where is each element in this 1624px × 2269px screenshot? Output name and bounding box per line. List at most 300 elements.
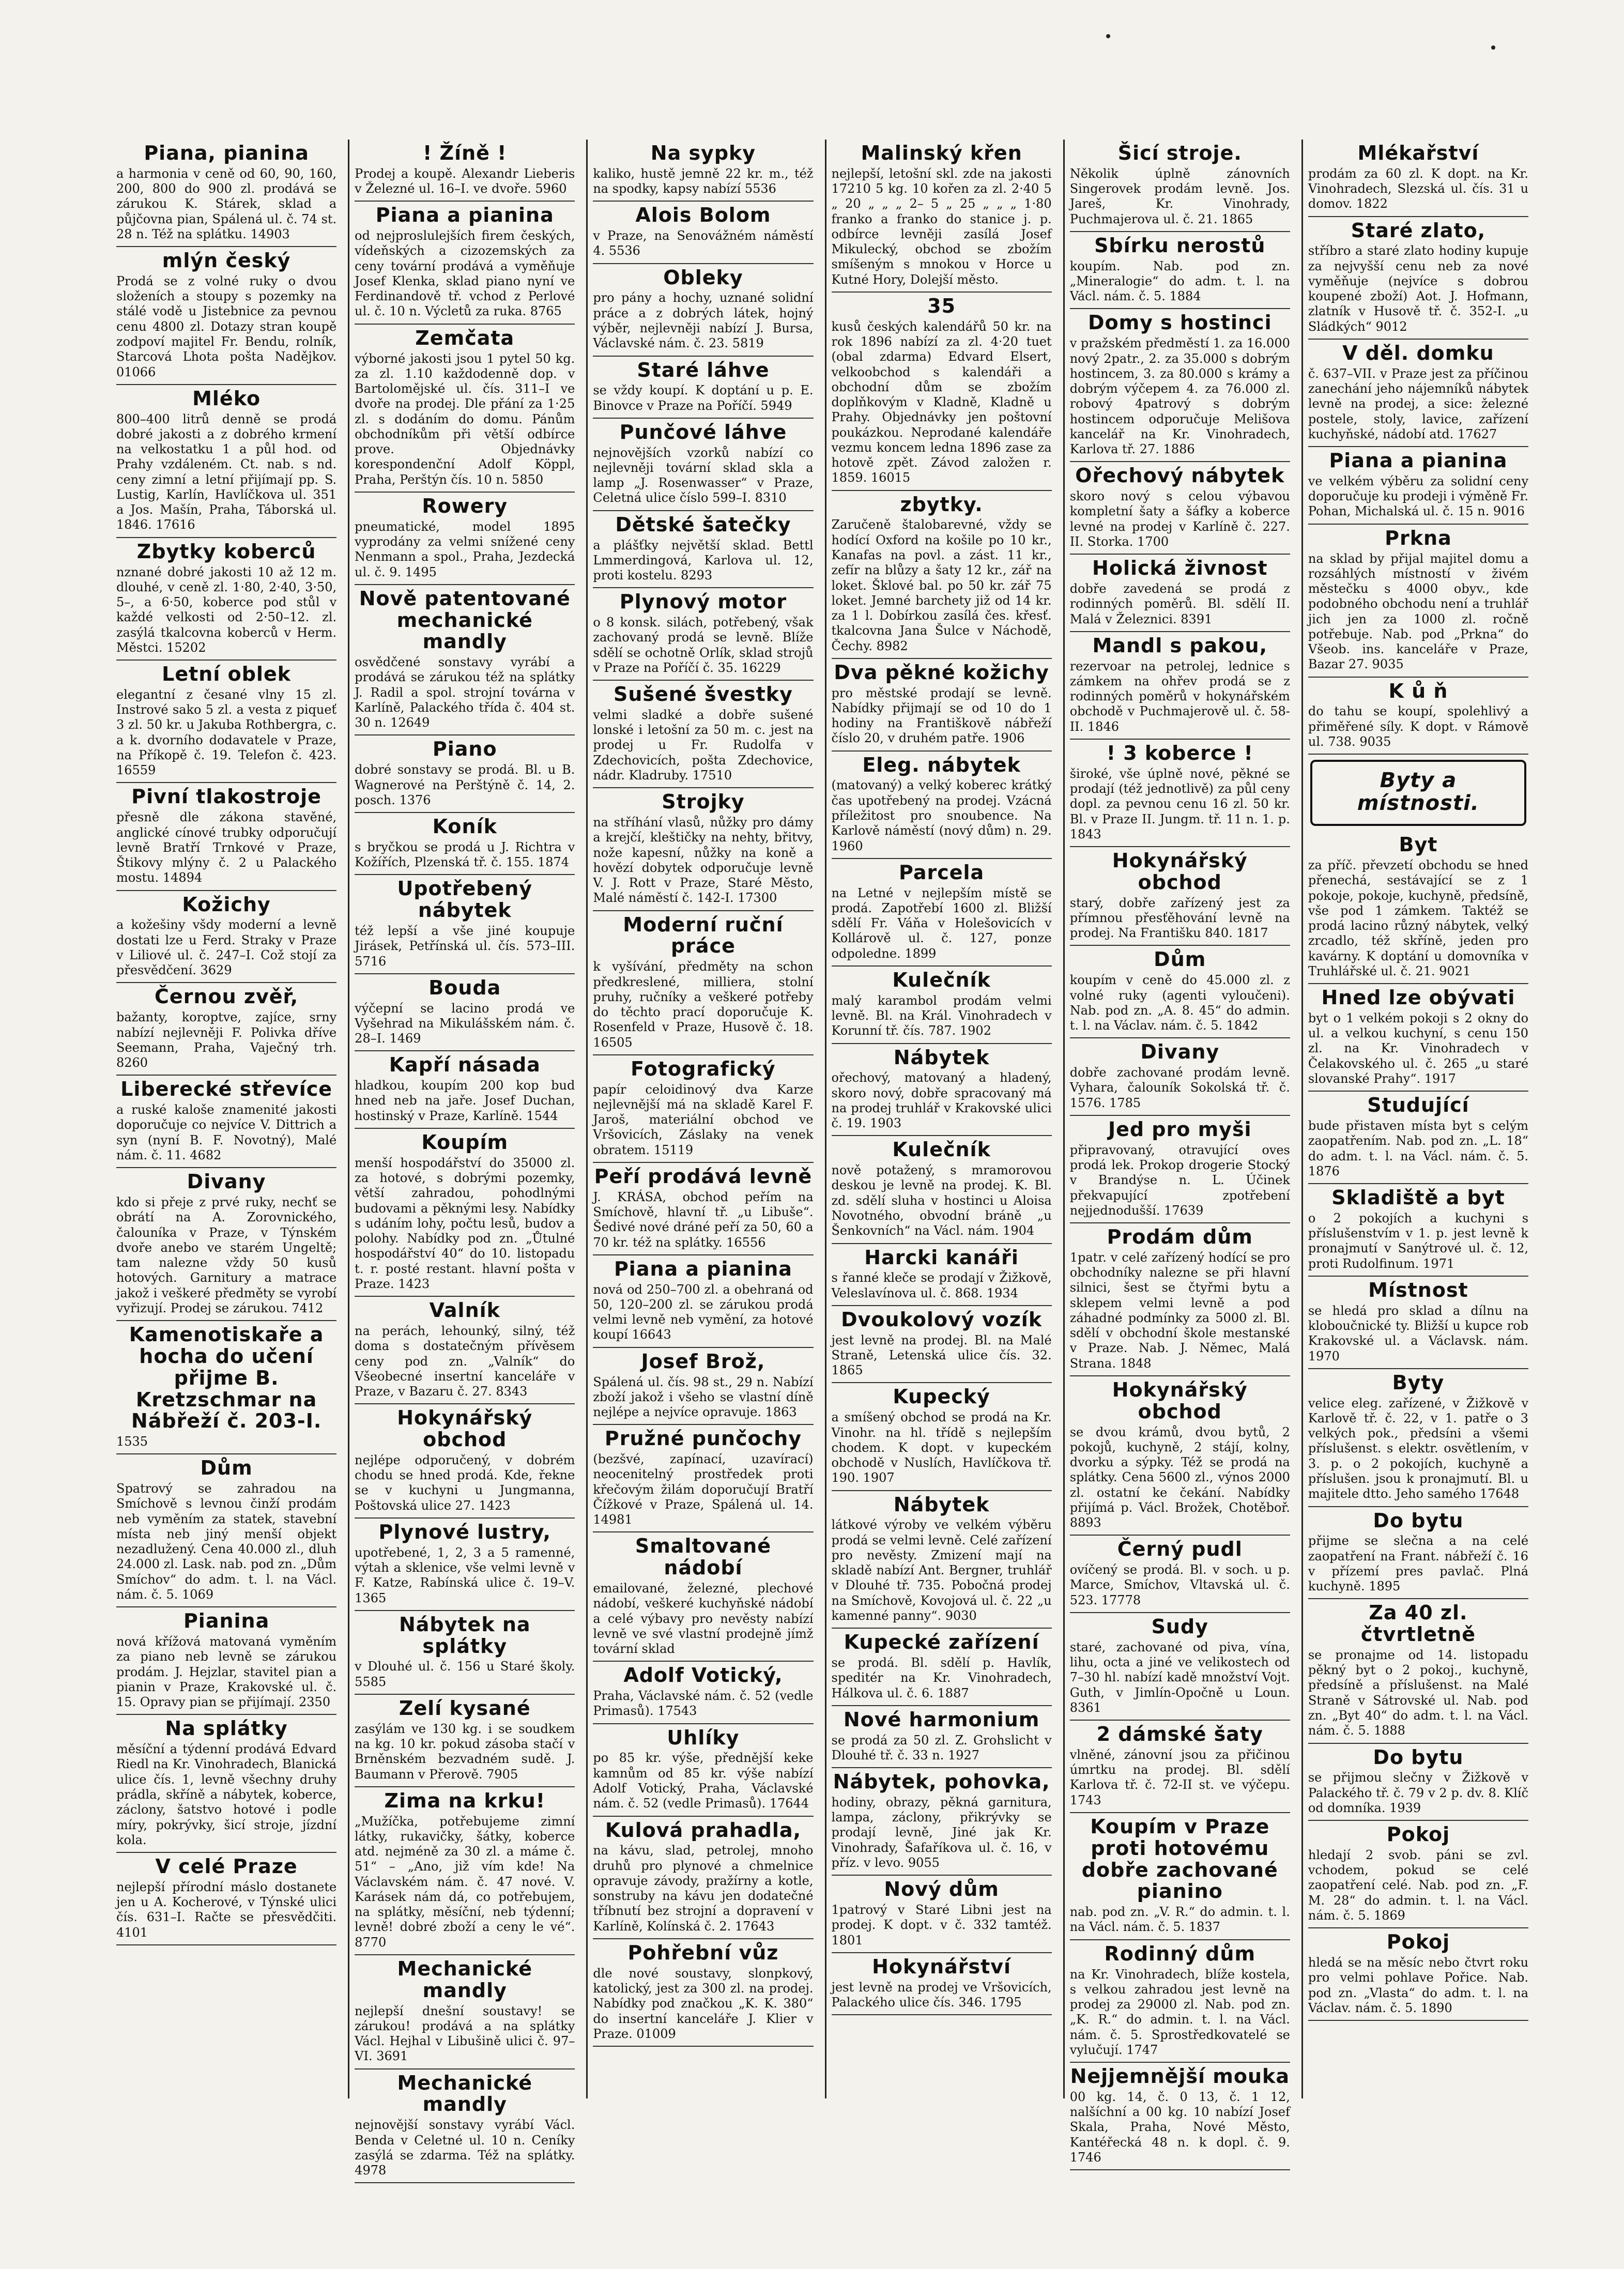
ad-text: ve velkém výběru za solidní ceny doporučuje ku prodeji i výměně Fr. Pohan, Michalská ul. č. 15 n. 9016 — [1308, 473, 1529, 519]
classified-ad — [832, 1244, 1052, 1306]
ad-text: J. KRÁSA, obchod peřím na Smíchově, hlavní tř. „u Libuše“. Šedivé nové dráné peří za 50, 60 a 70 kr. též na splátky. 16556 — [593, 1189, 814, 1250]
ad-title: Uhlíky — [667, 1726, 740, 1749]
classified-ad — [1070, 1613, 1290, 1721]
ad-text: od nejproslulejších firem českých, vídeňských a cizozemských za ceny tovární prodává a vyměňuje Josef Klenka, sklad piano nyní ve Ferdinandově tř. vchod z Perlové ul. č. 10 n. Výcletů za ruka. 8765 — [355, 228, 575, 319]
ad-title: Pivní tlakostroje — [131, 785, 321, 808]
ad-text: Prodej a koupě. Alexandr Lieberis v Železné ul. 16–I. ve dvoře. 5960 — [355, 166, 575, 196]
ad-text: vlněné, zánovní jsou za přičinou úmrtku na prodej. Bl. sdělí Karlova tř. č. 72-II st. ve výčepu. 1743 — [1069, 1747, 1290, 1807]
classified-ad — [116, 385, 336, 538]
ad-column — [348, 140, 580, 2178]
ad-column — [1063, 140, 1295, 2165]
ad-text: č. 637–VII. v Praze jest za příčinou zanechání jeho nájemníků nábytek levně na prodej, a sice: železné postele, stoly, lavice, zařízení kuchyňské, nádobí atd. 17627 — [1308, 366, 1529, 441]
ad-title: Malinský křen — [861, 142, 1022, 164]
ad-title: Parcela — [899, 861, 985, 884]
ad-title: Koupím — [421, 1130, 509, 1154]
classified-ad — [1308, 1744, 1528, 1821]
ad-title: Jed pro myši — [1108, 1117, 1252, 1141]
classified-ad — [116, 1168, 336, 1321]
ad-title: Koník — [432, 815, 497, 838]
ad-text: široké, vše úplně nové, pěkné se prodají (též jednotlivě) za půl ceny dopl. za pevnou cenu 16 zl. 50 kr. Bl. v Praze II. Jungm. tř. 11 n. 1. p. 1843 — [1069, 766, 1290, 841]
classified-ad — [1070, 1940, 1290, 2063]
ad-text: též lepší a vše jiné koupuje Jirásek, Petřínská ul. čís. 573–III. 5716 — [355, 924, 575, 969]
ad-text: po 85 kr. výše, přednější keke kamnům od 85 kr. výše nabízí Adolf Votický, Praha, Václavské nám. č. 52 (vedle Primasů). 17644 — [593, 1751, 814, 1811]
classified-ad — [1308, 1928, 1528, 2021]
ad-text: se přijmou slečny v Žižkově v Palackého tř. č. 79 v 2 p. dv. 8. Klíč od domníka. 1939 — [1308, 1770, 1529, 1815]
classified-ad — [355, 1129, 575, 1297]
ad-text: se dvou krámů, dvou bytů, 2 pokojů, kuchyně, 2 stájí, kolny, dvorku a sýpky. Též se prodá na splátky. Cena 5600 zl., výnos 2000 zl. ostatní ke čekání. Nabídky přijímá p. Václ. Brožek, Chotěboř. 8893 — [1069, 1424, 1290, 1530]
ad-title: Plynový motor — [619, 590, 787, 614]
classified-ad — [593, 1255, 813, 1348]
ad-title: Byty a místnosti. — [1357, 769, 1479, 816]
ad-title: Pokoj — [1386, 1930, 1450, 1954]
ad-text: látkové výroby ve velkém výběru prodá se velmi levně. Celé zařízení pro nevěsty. Zmizení mají na skladě nabízí Ant. Bergner, truhlář v Dlouhé tř. 735. Pobočná prodej na Smíchově, Kovojová ul. č. 22 „u kamenné panny“. 9030 — [831, 1517, 1052, 1623]
classified-ad — [832, 1044, 1052, 1137]
ad-text: se vždy koupí. K doptání u p. E. Binovce v Praze na Poříčí. 5949 — [593, 383, 814, 413]
ad-title: Piano — [432, 738, 497, 761]
ad-title: Mechanické mandly — [397, 2071, 532, 2116]
classified-ad — [832, 859, 1052, 967]
ad-title: Byty — [1392, 1371, 1445, 1394]
ad-title: Smaltované nádobí — [635, 1535, 771, 1580]
classified-ad — [593, 357, 813, 419]
ad-title: Fotografický — [631, 1057, 776, 1080]
classified-ad — [1070, 740, 1290, 847]
ad-text: papír celoidinový dva Karze nejlevnější má na skladě Karel F. Jaroš, materiální obchod ve Vršovicích, Záslaky na venek obratem. 15119 — [593, 1082, 814, 1157]
ad-title: V celé Praze — [155, 1855, 298, 1878]
classified-ad — [1308, 1821, 1528, 1928]
ad-title: Na sypky — [650, 142, 756, 164]
ad-title: Černou zvěř, — [155, 985, 299, 1008]
classified-ad — [355, 1787, 575, 1955]
classified-ad — [1308, 1184, 1528, 1277]
classified-ad — [832, 1953, 1052, 2015]
ad-title: Nábytek — [893, 1046, 990, 1069]
ad-text: (matovaný) a velký koberec krátký čas upotřebený na prodej. Vzácná příležitost pro snoubence. Na Karlově náměstí (nový dům) n. 29. 1960 — [831, 778, 1052, 853]
ad-title: Do bytu — [1373, 1509, 1464, 1532]
ad-text: menší hospodářství do 35000 zl. za hotové, s dobrými pozemky, větší zahradou, pohodlnými budovami a pěknými lesy. Nabídky s udáním lohy, počtu lesů, budov a polohy. Nabídky pod zn. „Ůtulné hospodářství 40“ do 10. listopadu t. r. posté restant. hlavní pošta v Praze. 1423 — [355, 1155, 575, 1291]
classified-ad — [593, 202, 813, 264]
classified-ad — [593, 588, 813, 681]
ad-title: Piana, pianina — [144, 142, 309, 164]
ad-text: nejnovějších vzorků nabízí co nejlevněji tovární sklad skla a lamp „J. Rosenwasser“ v Praze, Celetná ulice číslo 599–I. 8310 — [593, 445, 814, 505]
ad-text: za příč. převzetí obchodu se hned přenechá, sestávající se z 1 pokoje, pokoje, kuchyně, předsíně, vše pod 1 zámkem. Taktéž se prodá lacino různý nábytek, velký zrcadlo, též skříně, jeden pro kavárny. K doptání u domovníka v Truhlářské ul. č. 21. 9021 — [1308, 858, 1529, 978]
ad-title: Kapří násada — [389, 1053, 541, 1077]
ad-title: Byt — [1399, 833, 1438, 856]
ad-text: velice eleg. zařízené, v Žižkově v Karlově tř. č. 22, v 1. patře o 3 velkých pok., předsíni a všemi příslušenst. s elektr. osvětlením, v 3. p. o 2 pokojích, kuchyně a příslušen. jsou k pronajmutí. Bl. u majitele dtto. Jeho samého 17648 — [1308, 1396, 1529, 1501]
ad-title: Místnost — [1368, 1278, 1468, 1301]
classified-ad — [355, 325, 575, 493]
ad-text: se prodá. Bl. sdělí p. Havlík, speditér na Kr. Vinohradech, Hálkova ul. č. 6. 1887 — [831, 1655, 1052, 1700]
ad-title: ! 3 koberce ! — [1106, 741, 1253, 764]
classified-ad — [1070, 1536, 1290, 1613]
classified-ad — [1308, 1092, 1528, 1184]
ad-title: Prkna — [1385, 526, 1452, 549]
ad-title: Bouda — [428, 976, 501, 999]
ad-title: Zima na krku! — [384, 1789, 546, 1812]
classified-ad — [116, 140, 336, 247]
ad-title: Staré láhve — [637, 358, 770, 381]
classified-ad — [1308, 1599, 1528, 1743]
ad-text: hledá se na měsíc nebo čtvrt roku pro velmi pohlave Pořice. Nab. pod zn. „Vlasta“ do adm. t. l. na Václav. nám. č. 5. 1890 — [1308, 1955, 1529, 2015]
ad-text: o 8 konsk. silách, potřebený, však zachovaný prodá se levně. Blíže sdělí se ochotně Orlík, sklad strojů v Praze na Poříčí č. 35. 16229 — [593, 615, 814, 675]
ad-column — [825, 140, 1057, 2098]
ad-text: a kožešiny všdy moderní a levně dostati lze u Ferd. Straky v Praze v Liliové ul. č. 247–I. Což stojí za přesvědčení. 3629 — [116, 917, 337, 978]
ad-title: Dvoukolový vozík — [841, 1308, 1043, 1331]
classified-ad — [593, 1348, 813, 1425]
classified-ad — [116, 661, 336, 783]
classified-ad — [116, 783, 336, 891]
ad-title: Obleky — [663, 266, 743, 289]
ad-text: malý karambol prodám velmi levně. Bl. na Král. Vinohradech v Korunní tř. čís. 787. 1902 — [831, 993, 1052, 1038]
ad-text: o 2 pokojích a kuchyni s příslušenstvím v 1. p. jest levně k pronajmutí v Sanýtrové ul. č. 12, proti Rudolfinum. 1971 — [1308, 1210, 1529, 1271]
classified-ad — [593, 788, 813, 911]
ad-title: Dům — [1154, 948, 1206, 971]
ad-title: Piana a pianina — [1329, 449, 1508, 472]
classified-ad — [355, 1297, 575, 1404]
ad-title: Pianina — [183, 1609, 270, 1633]
classified-ad — [116, 1607, 336, 1715]
ad-text: ořechový, matovaný a hladený, skoro nový, dobře spracovaný má na prodej truhlář v Krakovské ulici č. 19. 1903 — [831, 1070, 1052, 1131]
classified-ad — [1308, 1277, 1528, 1369]
classified-ad — [1308, 831, 1528, 984]
ad-title: Sbírku nerostů — [1094, 234, 1266, 257]
ad-title: 2 dámské šaty — [1096, 1723, 1263, 1746]
ad-text: Praha, Václavské nám. č. 52 (vedle Primasů). 17543 — [593, 1689, 814, 1719]
classified-ad — [1070, 847, 1290, 946]
ad-title: Do bytu — [1373, 1745, 1464, 1769]
ad-text: zasýlám ve 130 kg. i se soudkem na kg. 10 kr. pokud zásoba stačí v Brněnském bezvadném sudě. J. Baumann v Přerově. 7905 — [355, 1721, 575, 1782]
classified-ad — [1070, 1116, 1290, 1223]
ad-text: emailované, železné, plechové nádobí, veškeré kuchyňské nádobí a celé výbavy pro nevěsty nabízí levně ve své vlastní prodejně jímž tovární sklad — [593, 1581, 814, 1657]
ad-text: nová od 250–700 zl. a obehraná od 50, 120–200 zl. se zárukou prodá velmi levně neb vymění, za hotové koupí 16643 — [593, 1282, 814, 1342]
ad-title: Za 40 zl. čtvrtletně — [1360, 1601, 1476, 1646]
ad-text: nejlepší dnešní soustavy! se zárukou! prodává a na splátky Václ. Hejhal v Libušině ulici č. 97–VI. 3691 — [355, 2003, 575, 2064]
classified-ad — [593, 1425, 813, 1532]
classified-ad — [1308, 678, 1528, 755]
ad-text: nejlépe odporučený, v dobrém chodu se hned prodá. Kde, řekne se v kuchyni u Jungmanna, Poštovská ulice 27. 1423 — [355, 1452, 575, 1513]
ad-text: přijme se slečna a na celé zaopatření na Frant. nábřeží č. 16 v přízemí pres pavlač. Plná kuchyně. 1895 — [1308, 1534, 1529, 1594]
ad-title: Dva pěkné kožichy — [834, 661, 1049, 684]
classified-ad — [593, 1662, 813, 1724]
ad-text: na Letné v nejlepším místě se prodá. Zapotřebí 1600 zl. Bližší sdělí Fr. Váňa v Holešovicích v Kollárově ul. č. 127, ponze odpoledne. 1899 — [831, 885, 1052, 961]
ad-title: 35 — [927, 294, 956, 317]
classified-ad — [355, 202, 575, 324]
ad-text: se hledá pro sklad a dílnu na kloboučnické ty. Bližší u kupce rob Krakovské ul. a Václavsk. nám. 1970 — [1308, 1303, 1529, 1363]
ad-title: Punčové láhve — [619, 420, 787, 443]
ad-text: a smíšený obchod se prodá na Kr. Vinohr. na hl. třídě s nejlepším chodem. K dopt. v kupeckém obchodě v Nuslích, Havlíčkova tř. 190. 1907 — [831, 1410, 1052, 1485]
ad-title: Kupecký — [893, 1385, 990, 1408]
ad-title: Mandl s pakou, — [1092, 634, 1268, 657]
classified-ad — [1070, 946, 1290, 1038]
classified-ad — [1070, 1721, 1290, 1813]
ad-text: Prodá se z volné ruky o dvou složeních a stoupy s pozemky na stálé vodě u Jistebnice za pevnou cenu 4800 zl. Dotazy stran koupě zodpoví majitel Fr. Bendu, rolník, Starcová Lhota pošta Nadějkov. 01066 — [116, 273, 337, 379]
ad-text: připravovaný, otravující oves prodá lek. Prokop drogerie Stocký v Brandýse n. L. Účinek překvapující zpotřebení nejjednodušší. 17639 — [1069, 1142, 1290, 1218]
ad-title: Alois Bolom — [635, 204, 771, 227]
ad-title: Černý pudl — [1117, 1538, 1243, 1561]
ad-title: Hokynářství — [872, 1955, 1012, 1978]
ad-text: nově potažený, s mramorovou deskou je levně na prodej. K. Bl. zd. sdělí sluha v hostinci u Aloisa Novotného, obvodní bráně „u Šenkovních“ na Václ. nám. 1904 — [831, 1163, 1052, 1238]
classified-ad — [355, 875, 575, 974]
ad-text: na Kr. Vinohradech, blíže kostela, s velkou zahradou jest levně na prodej za 29000 zl. Nab. pod zn. „K. R.“ do admin. t. l. na Václ. nám. č. 5. Sprostředkovatelé se vylučují. 1747 — [1069, 1967, 1290, 2057]
ad-text: pneumatické, model 1895 vyprodány za velmi snížené ceny Nenmann a spol., Praha, Jezdecká ul. č. 9. 1495 — [355, 519, 575, 579]
classified-ad — [832, 752, 1052, 859]
ad-text: 800–400 litrů denně se prodá dobré jakosti a z dobrého krmení na velkostatku 1 a půl hod. od Prahy vzdáleném. Ct. nab. s nd. ceny zimní a letní přijímají pp. S. Lustig, Karlín, Havlíčkova ul. 351 a Jos. Mašín, Praha, Táborská ul. 1846. 17616 — [116, 411, 337, 532]
ad-text: pro pány a hochy, uznané solidní práce a z dobrých látek, hojný výběr, nejlevněji nabízí J. Bursa, Václavské nám. č. 23. 5819 — [593, 290, 814, 351]
ad-title: Josef Brož, — [641, 1350, 765, 1373]
ad-title: Na splátky — [165, 1717, 288, 1740]
ad-text: výčepní se lacino prodá ve Vyšehrad na Mikulášském nám. č. 28–I. 1469 — [355, 1001, 575, 1046]
ad-title: Piana a pianina — [614, 1257, 792, 1280]
ad-title: Hned lze obývati — [1321, 986, 1515, 1009]
classified-ad — [1308, 340, 1528, 447]
ad-text: upotřebené, 1, 2, 3 a 5 ramenné, výtah a sklenice, vše velmi levně v F. Katze, Rabínská ulice č. 19–V. 1365 — [355, 1545, 575, 1605]
ad-title: Pohřební vůz — [627, 1941, 779, 1964]
classified-ad — [593, 1939, 813, 2047]
ad-title: K ů ň — [1388, 679, 1448, 702]
ad-title: Prodám dům — [1107, 1225, 1253, 1249]
classified-ad — [355, 140, 575, 202]
classified-ad — [1070, 1813, 1290, 1940]
ad-title: Skladiště a byt — [1331, 1186, 1505, 1209]
ad-text: (bezšvé, zapínací, uzavírací) neocenitelný prostředek proti křečovým žilám doporučují Bratří Čížkové v Praze, Spálená ul. 14. 14981 — [593, 1452, 814, 1527]
ad-text: a ruské kaloše znamenité jakosti doporučuje co nejvíce V. Dittrich a syn (nyní B. F. Novotný), Malé nám. č. 11. 4682 — [116, 1102, 337, 1162]
ad-title: Hokynářský obchod — [397, 1406, 533, 1451]
ad-title: Staré zlato, — [1351, 219, 1486, 242]
ad-text: osvědčené sonstavy vyrábí a prodává se zárukou též na splátky J. Radil a spol. strojní továrna v Karlíně, Palackého třída č. 404 st. 30 n. 12649 — [355, 655, 575, 730]
classified-ad — [1070, 1223, 1290, 1376]
ad-text: skoro nový s celou výbavou kompletní šaty a šáfky a koberce levné na prodej v Karlíně č. 227. II. Storka. 1700 — [1069, 489, 1290, 549]
classified-ad — [116, 538, 336, 661]
ad-title: Mléko — [192, 387, 261, 410]
ad-text: kaliko, hustě jemně 22 kr. m., též na spodky, kapsy nabízí 5536 — [593, 166, 814, 196]
ad-text: kusů českých kalendářů 50 kr. na rok 1896 nabízí za zl. 4·20 tuet (obal zdarma) Edvard Elsert, velkoobchod s kalendáři a obchodní dům se zbožím doplňkovým v Kladně, Kladně u Prahy. Objednávky jen poštovní poukázkou. Neprodané kalendáře vezmu koncem ledna 1896 zase za hotově zpět. Závod založen r. 1859. 16015 — [831, 319, 1052, 485]
classified-ad — [832, 1706, 1052, 1768]
classified-ad — [593, 1532, 813, 1662]
classified-ad — [593, 911, 813, 1055]
ad-title: Moderní ruční práce — [623, 913, 784, 958]
ad-text: Spatrový se zahradou na Smíchově s levnou činží prodám neb vyměním za statek, stavební místa neb jiný menší objekt nezadlužený. Cena 40.000 zl., dluh 24.000 zl. Lask. nab. pod zn. „Dům Smíchov“ do adm. t. l. na Václ. nám. č. 5. 1069 — [116, 1481, 337, 1602]
classified-ad — [355, 1404, 575, 1519]
ad-text: dobře zachované prodám levně. Vyhara, čalouník Sokolská tř. č. 1576. 1785 — [1069, 1065, 1290, 1110]
ad-title: Rowery — [422, 494, 508, 517]
classified-ad — [593, 1163, 813, 1255]
ad-text: v pražském předměstí 1. za 16.000 nový 2patr., 2. za 35.000 s dobrým hostincem, 3. za 80.000 s krámy a dobrým výčepem 4. za 76.000 zl. robový 4patrový s dobrým hostincem odporučuje Melišova kancelář na Kr. Vinohradech, Karlova tř. 27. 1886 — [1069, 336, 1290, 457]
ad-title: Koupím v Praze proti hotovému dobře zachované pianino — [1081, 1815, 1278, 1903]
ad-title: Plynové lustry, — [378, 1520, 551, 1543]
classified-ad — [1070, 632, 1290, 740]
ad-title: Ořechový nábytek — [1075, 464, 1285, 487]
ad-text: elegantní z česané vlny 15 zl. Instrové sako 5 zl. a vesta z piqueť 3 zl. 50 kr. u Jakuba Rothbergra, c. a k. dvorního dodavatele v Praze, na Příkopě č. 19. Telefon č. 423. 16559 — [116, 687, 337, 778]
ad-text: nejnovější sonstavy vyrábí Václ. Benda v Celetné ul. 10 n. Ceníky zasýlá se zdarma. Též na splátky. 4978 — [355, 2118, 575, 2178]
ad-title: Holická živnost — [1092, 557, 1268, 580]
classified-ad — [832, 967, 1052, 1044]
ad-text: koupím. Nab. pod zn. „Mineralogie“ do adm. t. l. na Václ. nám. č. 5. 1884 — [1069, 258, 1290, 304]
ad-text: do tahu se koupí, spolehlivý a přiměřené síly. K dopt. v Rámově ul. 738. 9035 — [1308, 704, 1529, 749]
ad-text: hledají 2 svob. páni se zvl. vchodem, pokud se celé zaopatření celé. Nab. pod zn. „F. M. 28“ do admin. t. l. na Václ. nám. č. 5. 1869 — [1308, 1847, 1529, 1923]
ad-title: Valník — [429, 1299, 500, 1322]
ad-title: Divany — [187, 1170, 266, 1193]
ad-text: Spálená ul. čís. 98 st., 29 n. Nabízí zboží jakož i všeho se vlastní díně nejlépe a nejvíce opravuje. 1863 — [593, 1374, 814, 1420]
ad-text: dobře zavedená se prodá z rodinných poměrů. Bl. sdělí II. Malá v Železnici. 8391 — [1069, 581, 1290, 626]
ad-text: měsíční a týdenní prodává Edvard Riedl na Kr. Vinohradech, Blanická ulice čís. 1, levně všechny druhy prádla, skříně a nábytek, koberce, záclony, šatstvo hotové i podle míry, pokrývky, šicí stroje, jízdní kola. — [116, 1742, 337, 1847]
classified-ad — [593, 511, 813, 589]
classified-ad — [1070, 2063, 1290, 2170]
classified-ad — [116, 983, 336, 1076]
ad-text: se prodá za 50 zl. Z. Grohslicht v Dlouhé tř. č. 33 n. 1927 — [831, 1733, 1052, 1762]
ad-text: Několik úplně zánovních Singerovek prodám levně. Jos. Jareš, Kr. Vinohrady, Puchmajerova ul. č. 21. 1865 — [1069, 166, 1290, 226]
classified-ad — [116, 1715, 336, 1853]
classified-ad — [593, 264, 813, 357]
ad-text: dle nové soustavy, slonpkový, katolický, jest za 300 zl. na prodej. Nabídky pod značkou „K. K. 380“ do insertní kanceláře J. Klier v Praze. 01009 — [593, 1966, 814, 2041]
ad-text: s bryčkou se prodá u J. Richtra v Kožířích, Plzenská tř. č. 155. 1874 — [355, 839, 575, 870]
classified-ad — [593, 419, 813, 511]
ad-text: rezervoar na petrolej, lednice s zámkem na ohřev prodá se z rodinných poměrů v hokynářském obchodě v Puchmajerově ul. č. 58-II. 1846 — [1069, 658, 1290, 734]
ad-title: Upotřebený nábytek — [397, 877, 533, 922]
classified-ad — [832, 1136, 1052, 1244]
ad-text: dobré sonstavy se prodá. Bl. u B. Wagnerové na Perštýně č. 14, 2. posch. 1376 — [355, 762, 575, 807]
classified-ad — [593, 681, 813, 788]
classified-ad — [1308, 140, 1528, 217]
classified-ad — [832, 1491, 1052, 1629]
classified-ad — [1308, 1369, 1528, 1507]
ad-text: bažanty, koroptve, zajíce, srny nabízí nejlevněji F. Polivka dříve Seemann, Praha, Vaječný trh. 8260 — [116, 1010, 337, 1070]
ad-title: Zemčata — [415, 326, 515, 349]
classified-ad — [832, 140, 1052, 293]
classified-ad — [593, 1724, 813, 1817]
ad-title: Nejjemnější mouka — [1070, 2065, 1290, 2088]
classified-ad — [355, 813, 575, 875]
classified-ad — [1070, 1038, 1290, 1116]
ad-column — [1301, 140, 1534, 2098]
classified-ad — [832, 1876, 1052, 1953]
classified-ad — [1070, 232, 1290, 310]
ad-text: nznané dobré jakosti 10 až 12 m. dlouhé, v ceně zl. 1·80, 2·40, 3·50, 5–, a 6·50, koberce pod stůl v každé velkosti od 2·50–12. zl. zasýlá tkalcovna koberců v Herm. Městci. 15202 — [116, 564, 337, 655]
classified-ad — [355, 1519, 575, 1611]
classified-ad — [1308, 447, 1528, 525]
classified-ad — [1308, 217, 1528, 340]
classified-ad — [116, 891, 336, 984]
ad-title: Kulečník — [892, 968, 991, 991]
classified-ad — [1070, 309, 1290, 462]
classified-ad — [832, 293, 1052, 491]
classified-ad — [832, 1383, 1052, 1491]
ad-text: 1patrový v Staré Libni jest na prodej. K dopt. v č. 332 tamtéž. 1801 — [831, 1903, 1052, 1948]
ad-title: Strojky — [662, 790, 745, 814]
classified-ad — [1308, 984, 1528, 1092]
ad-title: Šicí stroje. — [1117, 142, 1242, 164]
classified-ad — [355, 1051, 575, 1129]
ad-title: V děl. domku — [1342, 341, 1494, 364]
ad-title: Liberecké střevíce — [120, 1078, 333, 1101]
ad-title: mlýn český — [162, 249, 291, 272]
ad-title: Mlékařství — [1357, 142, 1479, 164]
classified-ad — [593, 140, 813, 202]
ad-text: „Mužíčka, potřebujeme zimní látky, rukavičky, šátky, koberce atd. nejméně za 30 zl. a máme č. 51“ – „Ano, již vím kde! Na Václavském nám. č. 47 nové. V. Karásek nám dá, co potřebujem, na splátky, měsíční, neb týdenní; levně! dobré zboží a ceny le vé“. 8770 — [355, 1814, 575, 1950]
ad-title: Studující — [1367, 1094, 1469, 1117]
print-mark-dot — [1106, 34, 1110, 38]
ad-title: Nové harmonium — [843, 1708, 1040, 1731]
ad-text: Zaručeně štalobarevné, vždy se hodící Oxford na košile po 10 kr., Kanafas na povl. a zást. 11 kr., zefír na blůzy a šaty 12 kr., zář na loket. Šklové bal. po 50 kr. zář 75 loket. Jemné barchety již od 14 kr. za 1 l. Dobírkou zasílá čes. křesť. tkalcovna Jana Šulce v Náchodě, Čechy. 8982 — [831, 517, 1052, 653]
ad-title: Rodinný dům — [1104, 1942, 1256, 1965]
ad-text: na perách, lehounký, silný, též doma s dostatečným přívěsem ceny pod zn. „Valník“ do Všeobecné insertní kanceláře v Praze, v Bazaru č. 27. 8343 — [355, 1323, 575, 1399]
ad-text: s řanné kleče se prodají v Žižkově, Veleslavínova ul. č. 868. 1934 — [831, 1270, 1052, 1300]
classified-ad — [355, 974, 575, 1052]
ad-title: Sudy — [1151, 1615, 1208, 1638]
classified-ad — [832, 1629, 1052, 1706]
ad-text: přesně dle zákona stavěné, anglické cínové trubky odporučují levně Bratří Trnkové v Praze, Štikovy mlýny č. 2 u Palackého mostu. 14894 — [116, 810, 337, 885]
ad-title: Peří prodává levně — [594, 1164, 813, 1188]
ad-column — [111, 140, 342, 2098]
classified-ad — [355, 2069, 575, 2184]
ad-title: Kulová prahadla, — [605, 1818, 802, 1842]
ad-title: Nábytek — [893, 1493, 990, 1516]
ad-title: Nábytek, pohovka, — [833, 1770, 1050, 1793]
ad-text: starý, dobře zařízený jest za přímnou přesťěhování levně na prodej. Na Františku 840. 1817 — [1069, 895, 1290, 941]
classified-ad — [1070, 555, 1290, 632]
ad-text: 1535 — [116, 1434, 148, 1449]
ad-title: Nábytek na splátky — [399, 1613, 531, 1658]
ad-text: staré, zachované od piva, vína, lihu, octa a jiné ve velikostech od 7–30 hl. nabízí kadě množství Vojt. Guth, v Jimlín-Opočně u Loun. 8361 — [1069, 1639, 1290, 1715]
classified-ad — [116, 247, 336, 385]
ad-title: zbytky. — [900, 493, 983, 516]
ad-title: Letní oblek — [162, 663, 291, 686]
ad-text: 00 kg. 14, č. 0 13, č. 1 12, nalšíchní a 00 kg. 10 nabízí Josef Skala, Praha, Nové Město, Kantéřecká 48 n. k dopl. č. 9. 1746 — [1069, 2089, 1290, 2165]
ad-title: Pružné punčochy — [604, 1427, 802, 1450]
ad-text: na sklad by přijal majitel domu a rozsáhlých místností v živém městečku s 4000 obyv., kde podobného obchodu není a truhlář jich jen za 1000 zl. ročně potřebuje. Nab. pod „Prkna“ do Všeob. ins. kanceláře v Praze, Bazar 27. 9035 — [1308, 551, 1529, 672]
ad-title: Harcki kanáři — [864, 1246, 1019, 1269]
ad-text: byt o 1 velkém pokoji s 2 okny do ul. a velkou kuchyní, s cenu 150 zl. na Kr. Vinohradech v Čelakovského ul. č. 265 „u staré slovanské Prahy“. 1917 — [1308, 1010, 1529, 1086]
ad-text: 1patr. v celé zařízený hodící se pro obchodníky nalezne se při hlavní silnici, šest se čtyřmi bytu a sklepem velmi levně a pod záhadné podmínky za 5000 zl. Bl. sdělí v obchodní škole mestanské v Praze. Nab. J. Němec, Malá Strana. 1848 — [1069, 1250, 1290, 1371]
classified-ad — [355, 735, 575, 813]
section-heading — [1310, 760, 1526, 826]
ad-title: Pokoj — [1386, 1823, 1450, 1846]
ad-text: velmi sladké a dobře sušené lonské i letošní za 50 m. c. jest na prodej u Fr. Rudolfa v Zdechovicích, pošta Zdechovice, nádr. Kladruby. 17510 — [593, 707, 814, 783]
print-mark-dot — [1491, 45, 1495, 50]
ad-text: na stříhání vlasů, nůžky pro dámy a krejčí, kleštičky na nehty, břitvy, nože kapesní, nůžky na koně a hovězí dobytek odporučuje levně V. J. Rott v Praze, Staré Město, Malé náměstí č. 142-I. 17300 — [593, 815, 814, 906]
ad-title: Hokynářský obchod — [1112, 849, 1248, 894]
classified-ad — [355, 585, 575, 736]
classified-ad — [832, 1768, 1052, 1876]
ad-text: prodám za 60 zl. K dopt. na Kr. Vinohradech, Slezská ul. čís. 31 u domov. 1822 — [1308, 166, 1529, 211]
classified-ad — [832, 491, 1052, 659]
ad-text: nová křížová matovaná vyměním za piano neb levně se zárukou prodám. J. Hejzlar, stavitel pian a pianin v Praze, Krakovské ul. č. 15. Opravy pian se přijímají. 2350 — [116, 1634, 337, 1710]
ad-title: Piana a pianina — [375, 204, 554, 227]
classified-ad — [355, 1955, 575, 2069]
ad-title: Adolf Votický, — [623, 1664, 783, 1687]
ad-title: Eleg. nábytek — [862, 753, 1021, 776]
ad-text: se pronajme od 14. listopadu pěkný byt o 2 pokoj., kuchyně, předsíně a příslušenst. na Malé Straně v Sátrovské ul. Nab. pod zn. „Byt 40“ do adm. t. l. na Václ. nám. č. 5. 1888 — [1308, 1647, 1529, 1738]
classified-ad — [116, 1454, 336, 1607]
classified-ad — [355, 493, 575, 585]
ad-text: nejlepší, letošní skl. zde na jakosti 17210 5 kg. 10 kořen za zl. 2·40 5 „ 20 „ „ „ 2– 5 „ 25 „ „ „ 1·80 franko a franko do stanice j. p. odbírce levněji zasílá Josef Mikulecký, obchod se zbožím smíšeným s mnokou v Horce u Kutné Hory, Dolejší město. — [831, 166, 1052, 287]
ad-text: hladkou, koupím 200 kop bud hned neb na jaře. Josef Duchan, hostinský v Praze, Karlíně. 1544 — [355, 1078, 575, 1123]
ad-text: pro městské prodají se levně. Nabídky přijmají se od 10 do 1 hodiny na Františkově nábřeží číslo 20, v druhém patře. 1906 — [831, 685, 1052, 746]
newspaper-page — [111, 140, 1534, 2178]
ad-text: v Dlouhé ul. č. 156 u Staré školy. 5585 — [355, 1659, 575, 1689]
ad-text: jest levně na prodej ve Vršovicích, Palackého ulice čís. 346. 1795 — [831, 1980, 1052, 2010]
classified-ad — [355, 1695, 575, 1787]
ad-title: Zbytky koberců — [136, 540, 316, 563]
ad-title: ! Žíně ! — [422, 142, 507, 164]
ad-text: ovíčený se prodá. Bl. v soch. u p. Marce, Smíchov, Vltavská ul. č. 523. 17778 — [1069, 1562, 1290, 1607]
classified-ad — [1070, 140, 1290, 232]
classified-ad — [116, 1853, 336, 1945]
ad-text: kdo si přeje z prvé ruky, nechť se obrátí na A. Zorovnického, čalouníka v Praze, v Týnském dvoře anebo ve starém Ungeltě; tam nalezne vždy 50 kusů hotových. Garnitury a matrace jakož i veškeré předměty se vyrobí vyřizují. Prodej se zárukou. 7412 — [116, 1194, 337, 1315]
ad-title: Kamenotiskaře a hocha do učení přijme B. Kretzschmar na Nábřeží č. 203-I. — [129, 1323, 324, 1433]
ad-column — [586, 140, 818, 2098]
ad-title: Nový dům — [884, 1878, 999, 1901]
ad-text: stříbro a staré zlato hodiny kupuje za nejvyšší cenu neb za nové vyměňuje (nejvíce s dobrou koupené zboží) Aot. J. Hofmann, zlatník v Husově tř. č. 352-I. „u Sládkých“ 9012 — [1308, 243, 1529, 334]
